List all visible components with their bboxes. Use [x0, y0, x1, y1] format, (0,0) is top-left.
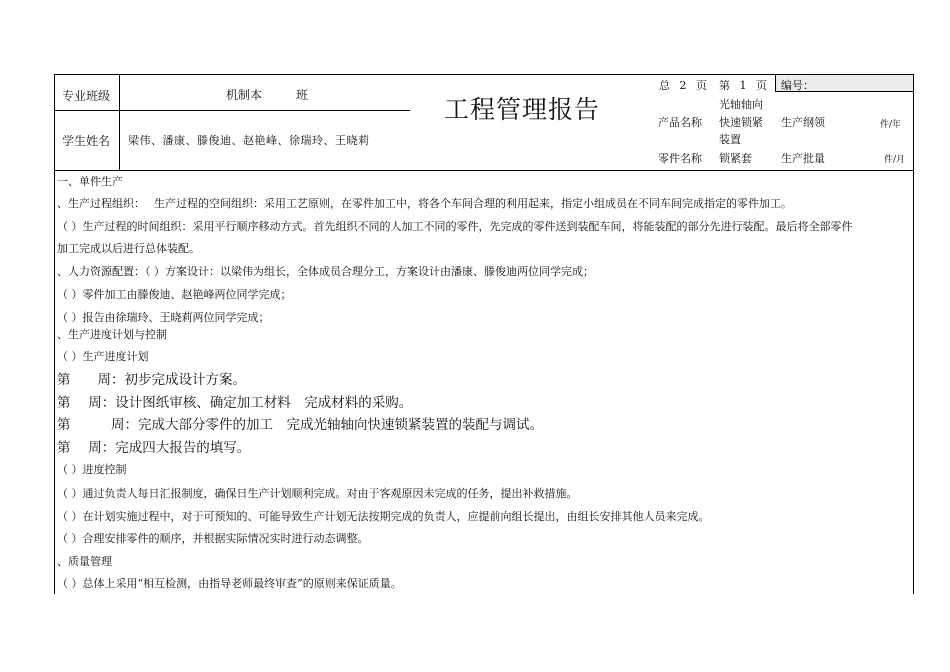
production-plan-label: 生产纲领: [781, 116, 825, 129]
class-suffix: 班: [296, 88, 309, 102]
body-line: （ ）报告由徐瑞玲、王晓莉两位同学完成；: [57, 311, 270, 324]
schedule-line: 第 周：初步完成设计方案。: [57, 372, 246, 388]
section-heading: 、生产进度计划与控制: [57, 328, 167, 341]
product-name-line-1: 光轴轴向: [719, 98, 763, 111]
page-title: 工程管理报告: [444, 95, 601, 124]
frame-left-border: [54, 74, 55, 594]
section-heading: 、质量管理: [57, 555, 112, 568]
body-line: （ ）总体上采用“相互检测，由指导老师最终审查”的原则来保证质量。: [57, 577, 402, 590]
body-line: （ ）合理安排零件的顺序，并根据实际情况实时进行动态调整。: [57, 532, 369, 545]
batch-unit: 件/月: [884, 155, 906, 165]
product-name-label: 产品名称: [658, 116, 702, 129]
body-line: （ ）生产过程的时间组织：采用平行顺序移动方式。首先组织不同的人加工不同的零件，先完成的零件送到装配车间，将能装配的部分先进行装配。最后将全部零件: [57, 220, 853, 233]
product-name-line-2: 快速锁紧: [719, 116, 763, 129]
schedule-line: 第 周：完成四大报告的填写。: [57, 440, 251, 456]
label-column-divider: [119, 74, 120, 170]
body-line: （ ）生产进度计划: [57, 350, 149, 363]
schedule-line: 第 周：完成大部分零件的加工 完成光轴轴向快速锁紧装置的装配与调试。: [57, 417, 543, 433]
product-name-line-3: 装置: [719, 133, 741, 146]
class-value: 机制本: [226, 88, 263, 102]
body-line: （ ）通过负责人每日汇报制度，确保日生产计划顺利完成。对由于客观原因未完成的任务，提出补救措施。: [57, 487, 578, 500]
total-pages: 总 2 页: [659, 79, 707, 92]
page-number: 第 1 页: [719, 79, 767, 92]
body-line: 、人力资源配置：（ ）方案设计：以梁伟为组长，全体成员合理分工，方案设计由潘康、滕俊迪两位同学完成；: [57, 265, 594, 278]
body-line: 加工完成以后进行总体装配。: [57, 242, 200, 255]
header-bottom-border: [54, 170, 914, 171]
section-heading: 一、单件生产: [57, 175, 123, 188]
schedule-line: 第 周：设计图纸审核、确定加工材料 完成材料的采购。: [57, 395, 413, 411]
part-name-label: 零件名称: [658, 152, 702, 165]
body-line: 、生产过程组织： 生产过程的空间组织：采用工艺原则，在零件加工中，将各个车间合理的利用起来，指定小组成员在不同车间完成指定的零件加工。: [57, 197, 792, 210]
frame-right-border: [913, 74, 914, 594]
batch-label: 生产批量: [781, 152, 825, 165]
body-line: （ ）在计划实施过程中，对于可预知的、可能导致生产计划无法按期完成的负责人，应提前向组长提出，由组长安排其他人员来完成。: [57, 510, 710, 523]
class-row-divider: [54, 110, 410, 111]
production-plan-unit: 件/年: [880, 120, 902, 130]
student-names: 梁伟、潘康、滕俊迪、赵艳峰、徐瑞玲、王晓莉: [128, 134, 370, 147]
class-label: 专业班级: [62, 89, 111, 103]
body-line: （ ）零件加工由滕俊迪、赵艳峰两位同学完成；: [57, 288, 292, 301]
serial-label: 编号：: [781, 79, 814, 92]
part-name-value: 锁紧套: [719, 152, 752, 165]
student-label: 学生姓名: [62, 134, 111, 148]
body-line: （ ）进度控制: [57, 463, 127, 476]
